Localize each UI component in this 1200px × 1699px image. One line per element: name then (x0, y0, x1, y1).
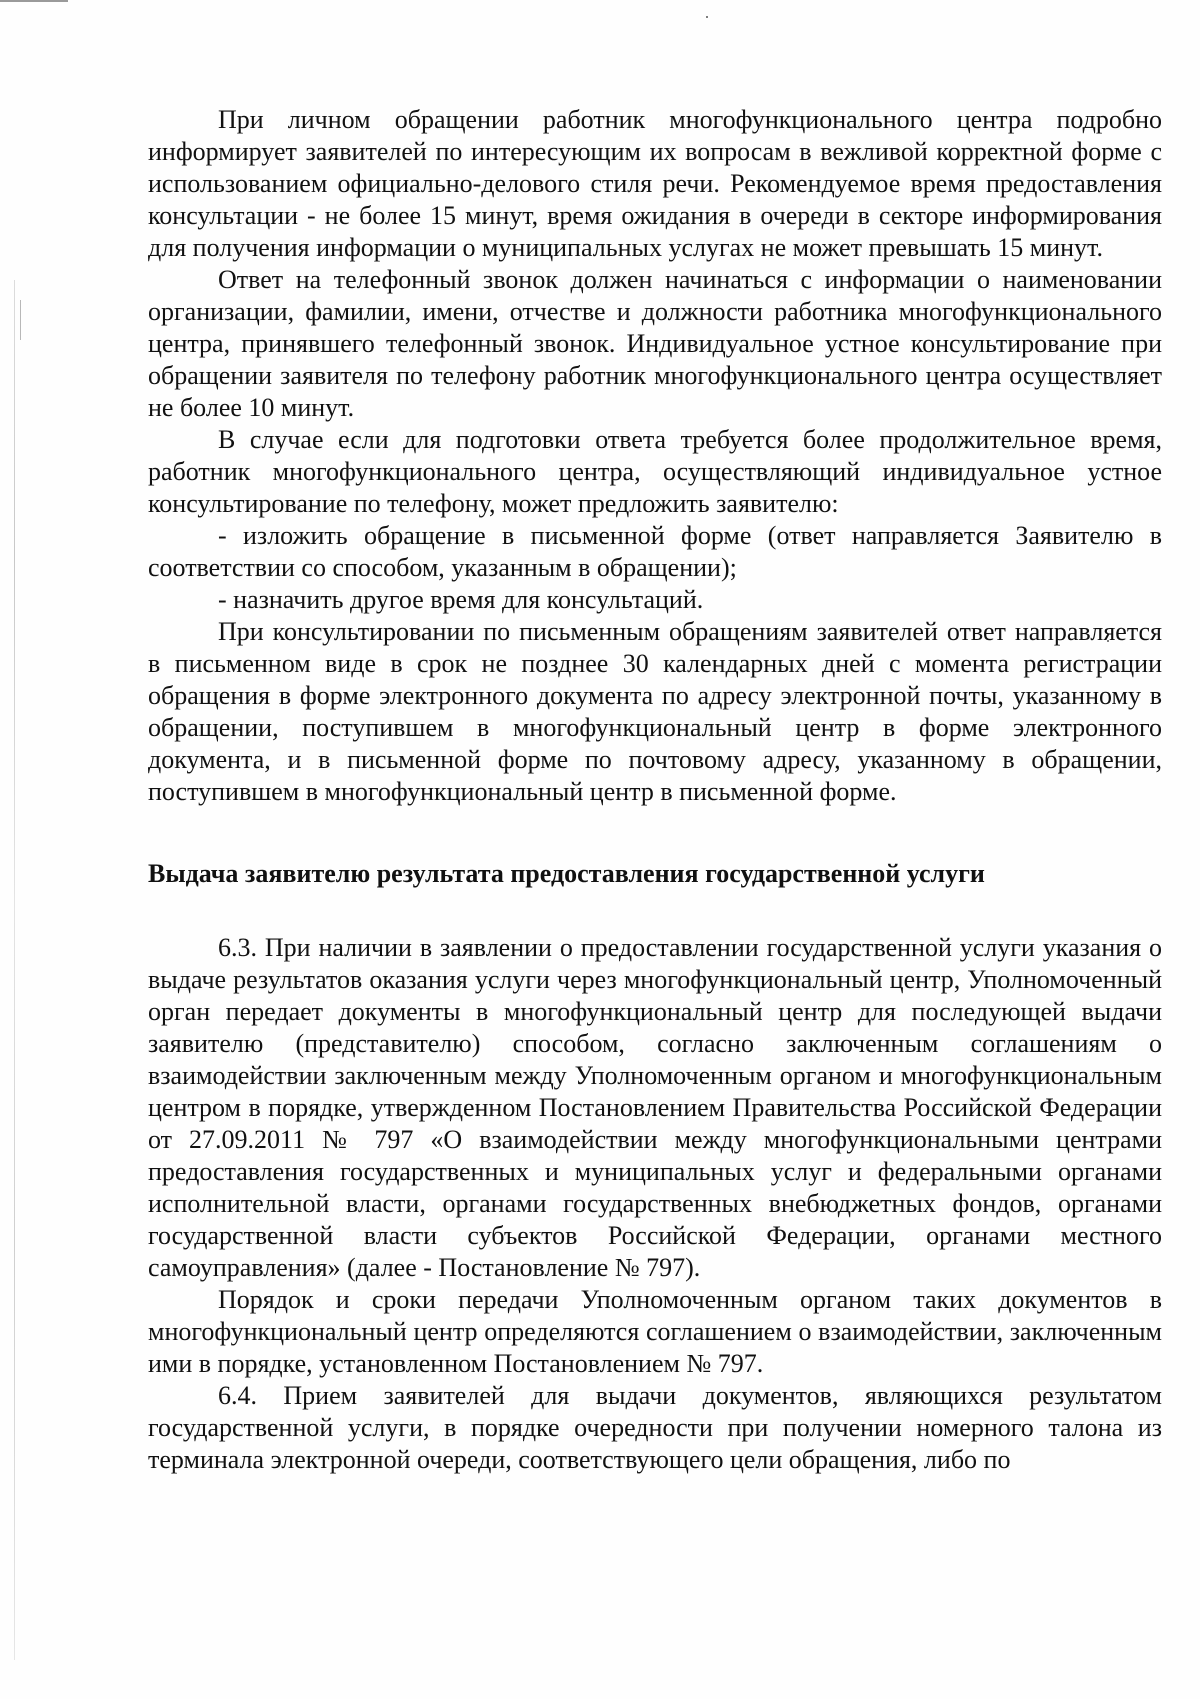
paragraph-option-reschedule: - назначить другое время для консультаций. (218, 585, 704, 614)
scan-artifact-top (0, 0, 68, 2)
paragraph-phone-call: Ответ на телефонный звонок должен начинаться с информации о наименовании организации, фамилии, имени, отчестве и должности работника многофункционального центра, принявшего телефонный звонок. Индивидуальное устное консультирование при обращении заявителя по телефону работник многофункционального центра осуществляет не более 10 минут. (148, 265, 1162, 422)
paragraph-written-requests: При консультировании по письменным обращениям заявителей ответ направляется в письменном виде в срок не позднее 30 календарных дней с момента регистрации обращения в форме электронного документа по адресу электронной почты, указанному в обращении, поступившем в многофункциональный центр в форме электронного документа, и в письменной форме по почтовому адресу, указанному в обращении, поступившем в многофункциональный центр в письменной форме. (148, 617, 1162, 806)
paragraph-6-3: 6.3. При наличии в заявлении о предоставлении государственной услуги указания о выдаче результатов оказания услуги через многофункциональный центр, Уполномоченный орган передает документы в многофункциональный центр для последующей выдачи заявителю (представителю) способом, согласно заключенным соглашениям о взаимодействии заключенным между Уполномоченным органом и многофункциональным центром в порядке, утвержденном Постановлением Правительства Российской Федерации от 27.09.2011 № 797 «О взаимодействии между многофункциональными центрами предоставления государственных и муниципальных услуг и федеральными органами исполнительной власти, органами государственных внебюджетных фондов, органами государственной власти субъектов Российской Федерации, органами местного самоуправления» (далее - Постановление № 797). (148, 933, 1162, 1282)
scan-speck (706, 16, 708, 18)
paragraph-6-4: 6.4. Прием заявителей для выдачи документов, являющихся результатом государственной услуги, в порядке очередности при получении номерного талона из терминала электронной очереди, соответствующего цели обращения, либо по (148, 1381, 1162, 1474)
section-heading: Выдача заявителю результата предоставления государственной услуги (148, 859, 985, 888)
paragraph-transfer-terms: Порядок и сроки передачи Уполномоченным органом таких документов в многофункциональный центр определяются соглашением о взаимодействии, заключенным ими в порядке, установленном Постановлением № 797. (148, 1285, 1162, 1378)
paragraph-personal-visit: При личном обращении работник многофункционального центра подробно информирует заявителей по интересующим их вопросам в вежливой корректной форме с использованием официально-делового стиля речи. Рекомендуемое время предоставления консультации - не более 15 минут, время ожидания в очереди в секторе информирования для получения информации о муниципальных услугах не может превышать 15 минут. (148, 105, 1162, 262)
scan-artifact-edge-mark (20, 300, 21, 340)
scan-artifact-edge (14, 280, 15, 1660)
paragraph-longer-time: В случае если для подготовки ответа требуется более продолжительное время, работник многофункционального центра, осуществляющий индивидуальное устное консультирование по телефону, может предложить заявителю: (148, 425, 1162, 518)
document-body (148, 104, 1162, 1476)
paragraph-option-written: - изложить обращение в письменной форме (ответ направляется Заявителю в соответствии со способом, указанным в обращении); (148, 521, 1162, 582)
